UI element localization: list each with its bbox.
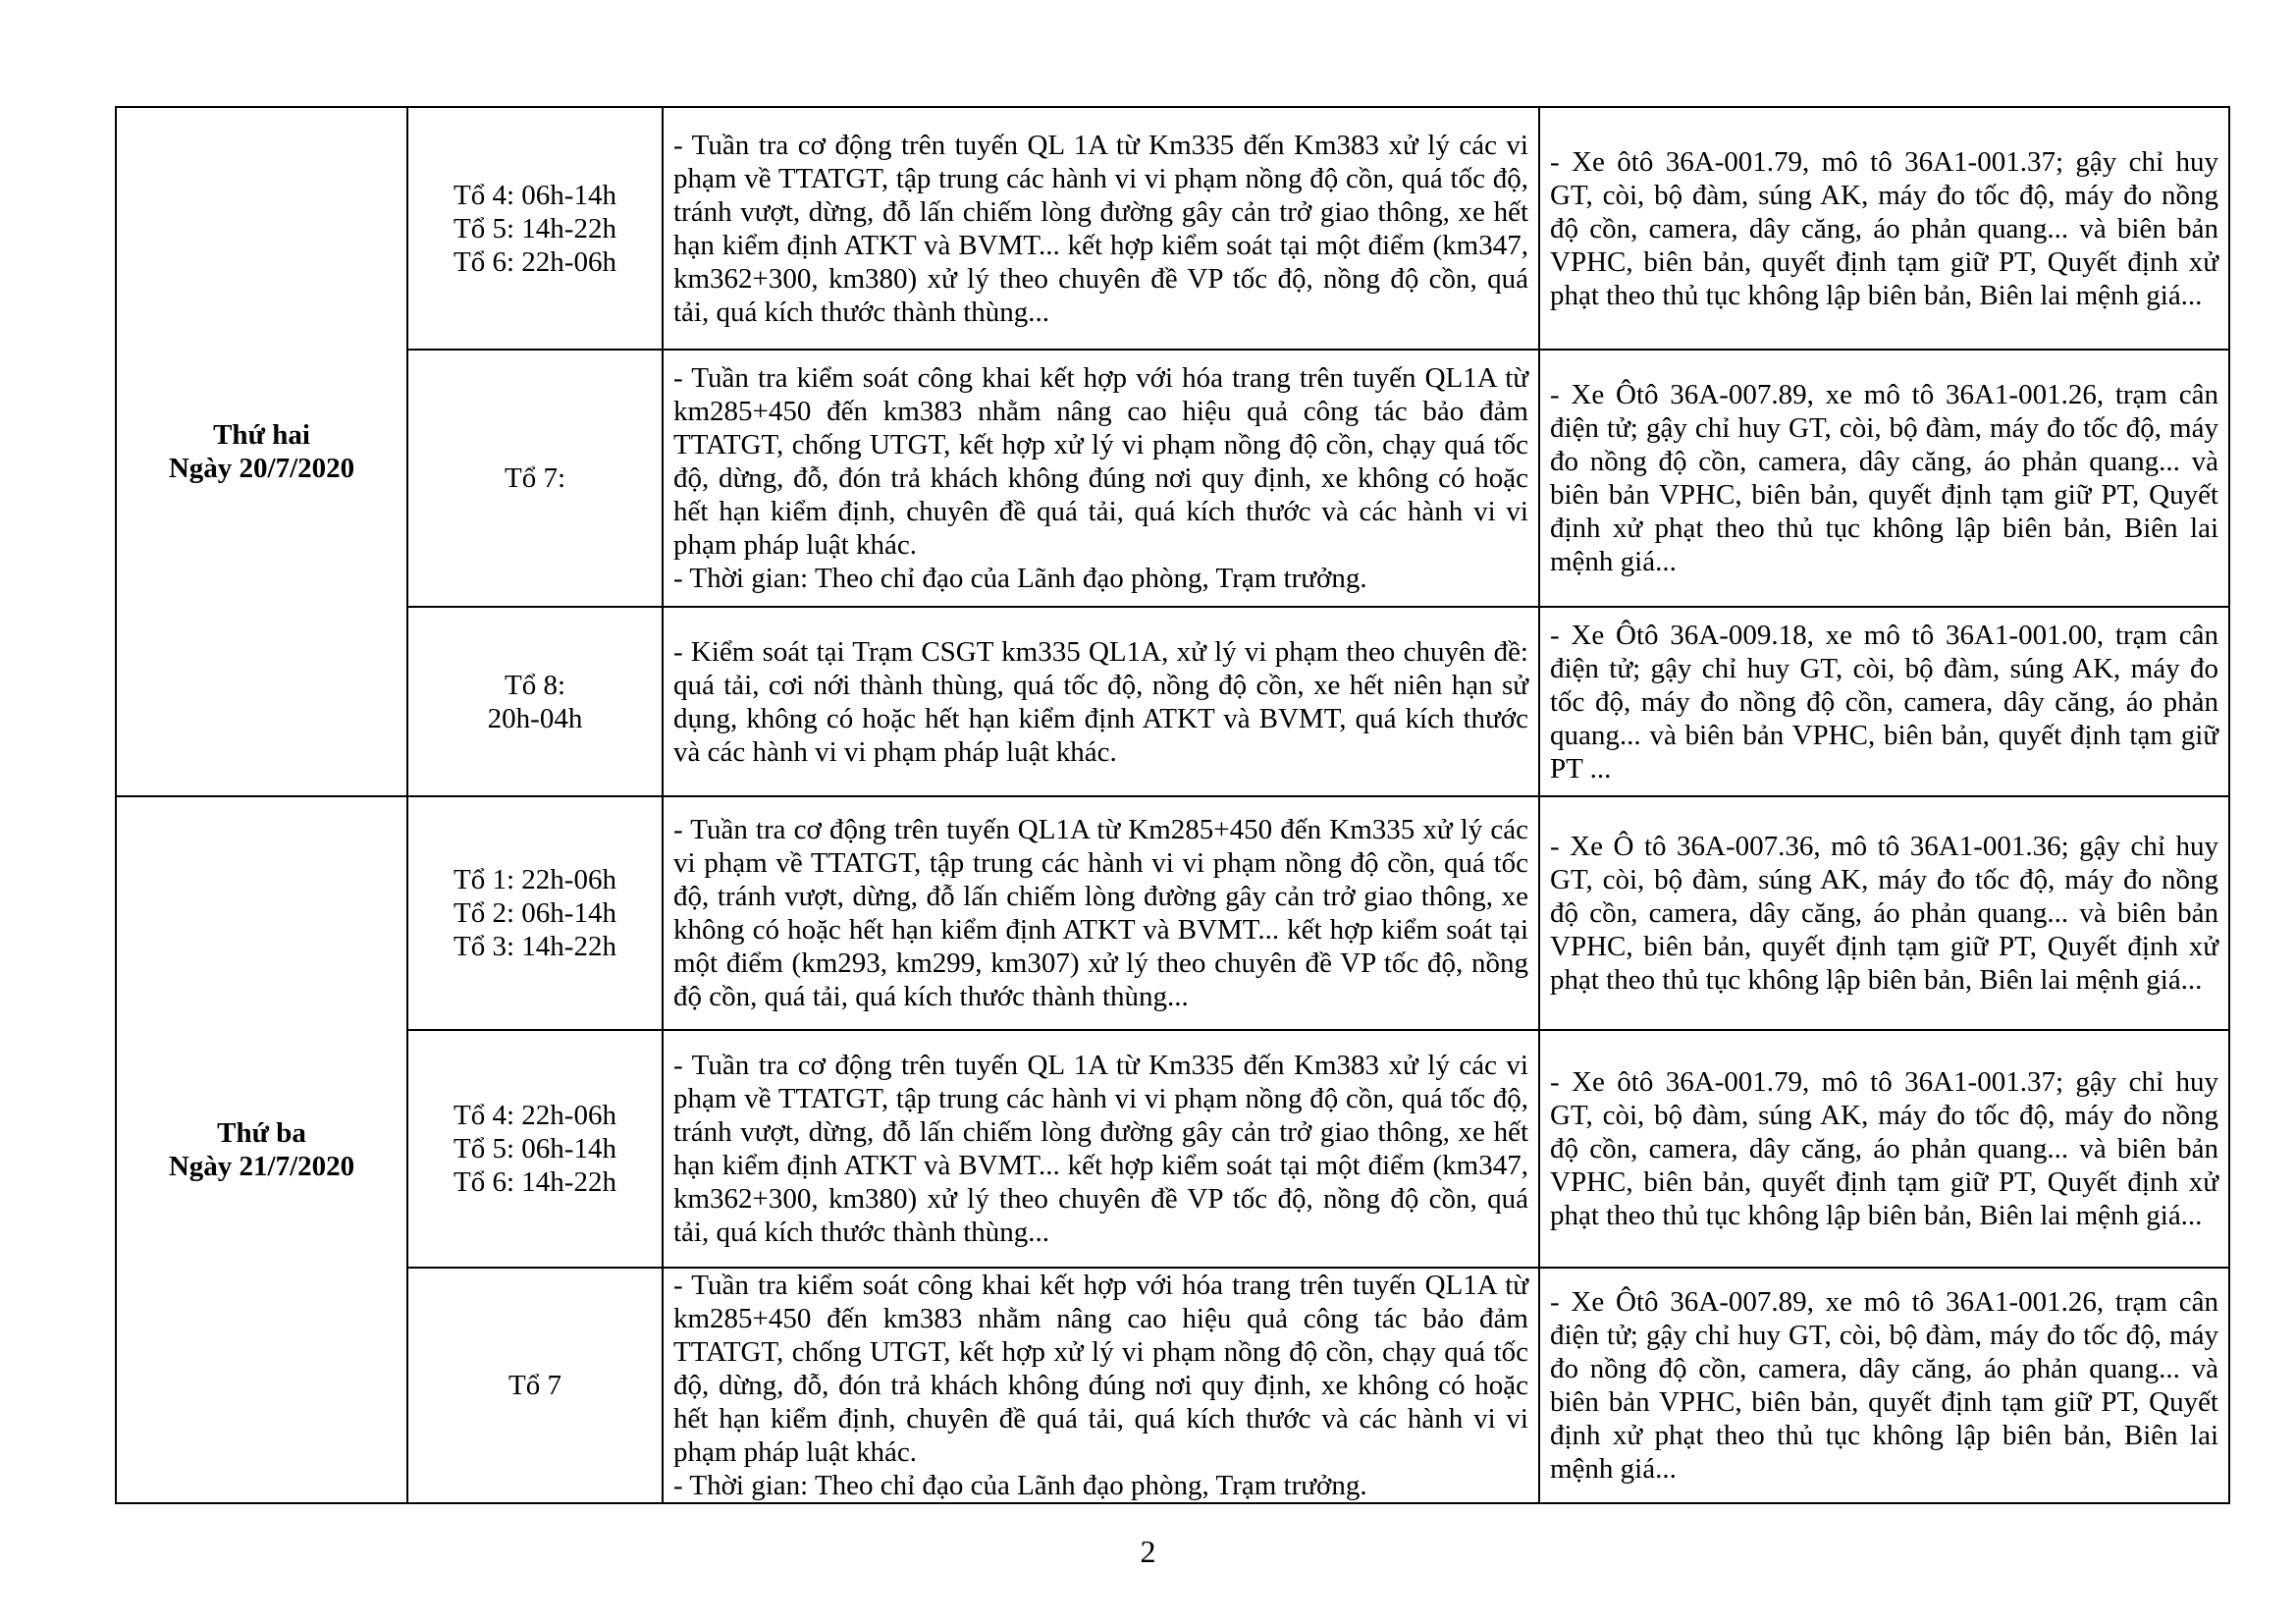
equipment-cell	[1539, 607, 2229, 796]
day-cell	[116, 107, 407, 796]
team-line: Tổ 2: 06h-14h	[454, 897, 616, 929]
task-cell	[663, 1268, 1539, 1503]
day-name: Thứ ba	[217, 1117, 306, 1149]
equipment-text: - Xe Ô tô 36A-007.36, mô tô 36A1-001.36; gậy chỉ huy GT, còi, bộ đàm, súng AK, máy đo tốc độ, máy đo nồng độ cồn, camera, dây căng, áo phản quang... và biên bản VPHC, biên bản, quyết định tạm giữ PT, Quyết định xử phạt theo thủ tục không lập biên bản, Biên lai mệnh giá...	[1550, 831, 2218, 996]
team-line: Tổ 7:	[504, 462, 566, 494]
team-line: Tổ 5: 14h-22h	[454, 212, 616, 244]
equipment-cell	[1539, 107, 2229, 350]
team-line: Tổ 6: 14h-22h	[454, 1166, 616, 1198]
task-text: - Kiểm soát tại Trạm CSGT km335 QL1A, xử lý vi phạm theo chuyên đề: quá tải, cơi nới thành thùng, quá tốc độ, nồng độ cồn, xe hết niên hạn sử dụng, không có hoặc hết hạn kiểm định ATKT và BVMT, quá kích thước và các hành vi vi phạm pháp luật khác.	[673, 635, 1528, 768]
day-date: Ngày 20/7/2020	[168, 453, 355, 484]
team-line: Tổ 4: 06h-14h	[454, 179, 616, 211]
team-line: Tổ 4: 22h-06h	[454, 1100, 616, 1131]
day-cell	[116, 796, 407, 1503]
equipment-text: - Xe Ôtô 36A-007.89, xe mô tô 36A1-001.26, trạm cân điện tử; gậy chỉ huy GT, còi, bộ đàm, máy đo tốc độ, máy đo nồng độ cồn, camera, dây căng, áo phản quang... và biên bản VPHC, biên bản, quyết định tạm giữ PT, Quyết định xử phạt theo thủ tục không lập biên bản, Biên lai mệnh giá...	[1550, 1286, 2218, 1485]
equipment-cell	[1539, 1030, 2229, 1268]
team-line: Tổ 6: 22h-06h	[454, 245, 616, 278]
team-cell	[407, 350, 663, 607]
team-cell	[407, 607, 663, 796]
task-text: - Tuần tra kiểm soát công khai kết hợp với hóa trang trên tuyến QL1A từ km285+450 đến km383 nhằm nâng cao hiệu quả công tác bảo đảm TTATGT, chống UTGT, kết hợp xử lý vi phạm nồng độ cồn, chạy quá tốc độ, dừng, đỗ, đón trả khách không đúng nơi quy định, xe không có hoặc hết hạn kiểm định, chuyên đề quá tải, quá kích thước và các hành vi vi phạm pháp luật khác.	[673, 1270, 1528, 1468]
equipment-text: - Xe ôtô 36A-001.79, mô tô 36A1-001.37; gậy chỉ huy GT, còi, bộ đàm, súng AK, máy đo tốc độ, máy đo nồng độ cồn, camera, dây căng, áo phản quang... và biên bản VPHC, biên bản, quyết định tạm giữ PT, Quyết định xử phạt theo thủ tục không lập biên bản, Biên lai mệnh giá...	[1550, 145, 2218, 311]
table-row	[116, 350, 2229, 607]
team-cell	[407, 796, 663, 1030]
schedule-table	[115, 106, 2230, 1504]
equipment-cell	[1539, 796, 2229, 1030]
task-text: - Tuần tra cơ động trên tuyến QL 1A từ Km335 đến Km383 xử lý các vi phạm về TTATGT, tập trung các hành vi vi phạm nồng độ cồn, quá tốc độ, tránh vượt, dừng, đỗ lấn chiếm lòng đường gây cản trở giao thông, xe hết hạn kiểm định ATKT và BVMT... kết hợp kiểm soát tại một điểm (km347, km362+300, km380) xử lý theo chuyên đề VP tốc độ, nồng độ cồn, quá tải, quá kích thước thành thùng...	[673, 1050, 1528, 1248]
task-cell	[663, 607, 1539, 796]
table-row	[116, 107, 2229, 350]
team-cell	[407, 1030, 663, 1268]
team-line: Tổ 3: 14h-22h	[454, 931, 616, 962]
task-text: - Tuần tra cơ động trên tuyến QL1A từ Km285+450 đến Km335 xử lý các vi phạm về TTATGT, tập trung các hành vi vi phạm nồng độ cồn, quá tốc độ, tránh vượt, dừng, đỗ lấn chiếm lòng đường gây cản trở giao thông, xe không có hoặc hết hạn kiểm định ATKT và BVMT... kết hợp kiểm soát tại một điểm (km293, km299, km307) xử lý theo chuyên đề VP tốc độ, nồng độ cồn, quá tải, quá kích thước thành thùng...	[673, 814, 1528, 1012]
table-row	[116, 796, 2229, 1030]
task-cell	[663, 1030, 1539, 1268]
equipment-text: - Xe Ôtô 36A-009.18, xe mô tô 36A1-001.00, trạm cân điện tử; gậy chỉ huy GT, còi, bộ đàm, súng AK, máy đo tốc độ, máy đo nồng độ cồn, camera, dây căng, áo phản quang... và biên bản VPHC, biên bản, quyết định tạm giữ PT ...	[1550, 619, 2218, 785]
team-cell	[407, 107, 663, 350]
team-line: Tổ 5: 06h-14h	[454, 1133, 616, 1164]
task-time: - Thời gian: Theo chỉ đạo của Lãnh đạo phòng, Trạm trưởng.	[673, 563, 1367, 594]
equipment-text: - Xe ôtô 36A-001.79, mô tô 36A1-001.37; gậy chỉ huy GT, còi, bộ đàm, súng AK, máy đo tốc độ, máy đo nồng độ cồn, camera, dây căng, áo phản quang... và biên bản VPHC, biên bản, quyết định tạm giữ PT, Quyết định xử phạt theo thủ tục không lập biên bản, Biên lai mệnh giá...	[1550, 1066, 2218, 1231]
task-cell	[663, 107, 1539, 350]
task-time: - Thời gian: Theo chỉ đạo của Lãnh đạo phòng, Trạm trưởng.	[673, 1470, 1367, 1501]
table-row	[116, 1030, 2229, 1268]
table-row	[116, 1268, 2229, 1503]
team-cell	[407, 1268, 663, 1503]
task-text: - Tuần tra cơ động trên tuyến QL 1A từ Km335 đến Km383 xử lý các vi phạm về TTATGT, tập trung các hành vi vi phạm nồng độ cồn, quá tốc độ, tránh vượt, dừng, đỗ lấn chiếm lòng đường gây cản trở giao thông, xe hết hạn kiểm định ATKT và BVMT... kết hợp kiểm soát tại một điểm (km347, km362+300, km380) xử lý theo chuyên đề VP tốc độ, nồng độ cồn, quá tải, quá kích thước thành thùng...	[673, 129, 1528, 328]
team-line: Tổ 8:	[504, 669, 566, 701]
task-cell	[663, 350, 1539, 607]
page-number: 2	[1140, 1534, 1156, 1569]
team-line: Tổ 7	[508, 1370, 561, 1401]
equipment-cell	[1539, 350, 2229, 607]
day-date: Ngày 21/7/2020	[168, 1151, 355, 1182]
table-row	[116, 607, 2229, 796]
day-name: Thứ hai	[213, 419, 310, 451]
equipment-text: - Xe Ôtô 36A-007.89, xe mô tô 36A1-001.26, trạm cân điện tử; gậy chỉ huy GT, còi, bộ đàm, máy đo tốc độ, máy đo nồng độ cồn, camera, dây căng, áo phản quang... và biên bản VPHC, biên bản, quyết định tạm giữ PT, Quyết định xử phạt theo thủ tục không lập biên bản, Biên lai mệnh giá...	[1550, 379, 2218, 577]
team-line: Tổ 1: 22h-06h	[454, 864, 616, 895]
task-text: - Tuần tra kiểm soát công khai kết hợp với hóa trang trên tuyến QL1A từ km285+450 đến km383 nhằm nâng cao hiệu quả công tác bảo đảm TTATGT, chống UTGT, kết hợp xử lý vi phạm nồng độ cồn, chạy quá tốc độ, dừng, đỗ, đón trả khách không đúng nơi quy định, xe không có hoặc hết hạn kiểm định, chuyên đề quá tải, quá kích thước và các hành vi vi phạm pháp luật khác.	[673, 362, 1528, 561]
task-cell	[663, 796, 1539, 1030]
equipment-cell	[1539, 1268, 2229, 1503]
team-line: 20h-04h	[487, 702, 583, 734]
